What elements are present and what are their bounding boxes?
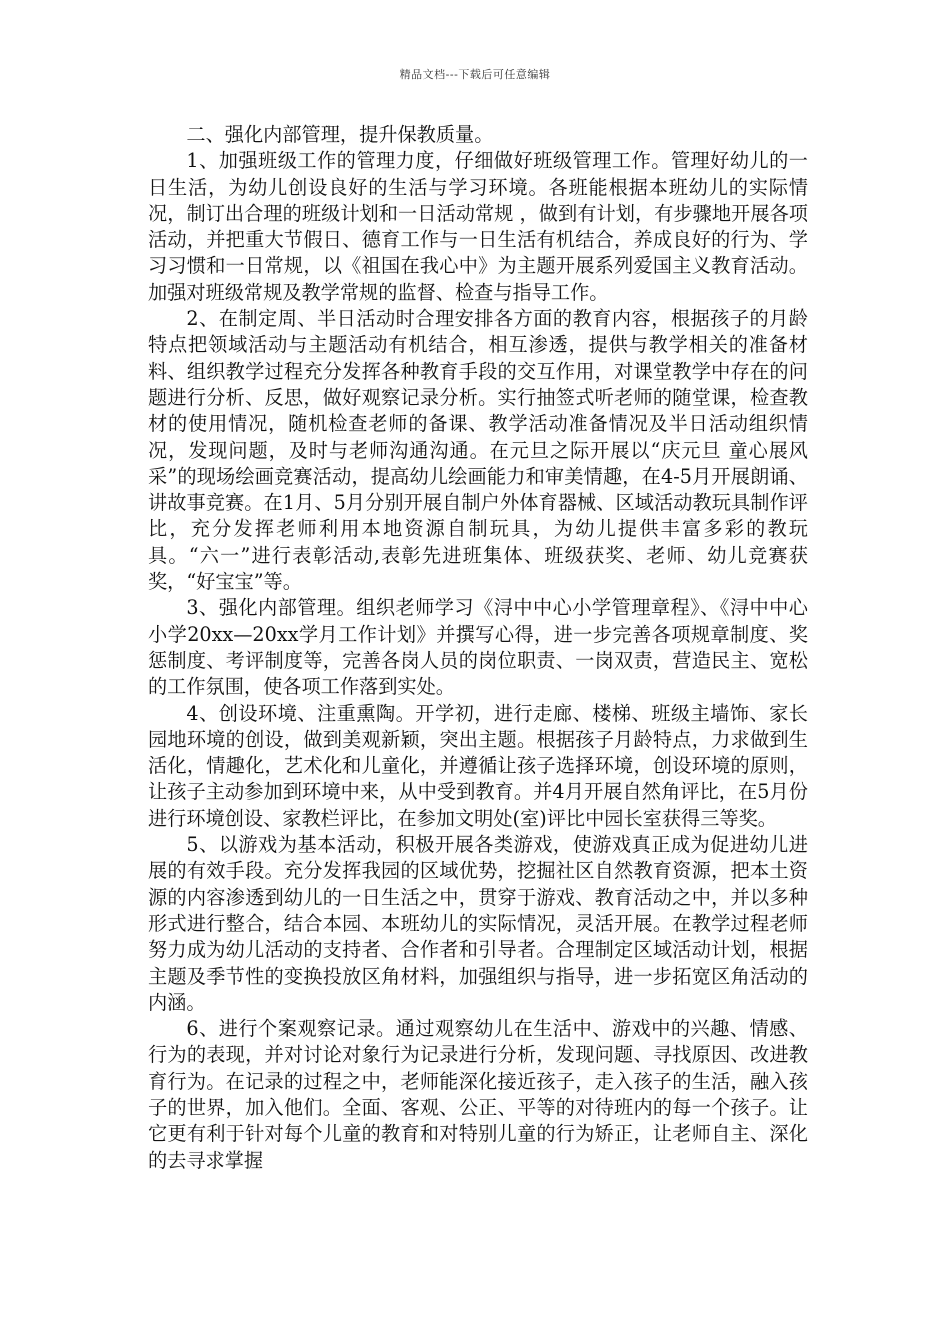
paragraph-1: 1、加强班级工作的管理力度，仔细做好班级管理工作。管理好幼儿的一日生活，为幼儿创设良好的生活与学习环境。各班能根据本班幼儿的实际情况，制订出合理的班级计划和一日活动常规 ，做到有计划，有步骤地开展各项活动，并把重大节假日、德育工作与一日生活有机结合，养成良好的行为、学习习惯和一日常规，以《祖国在我心中》为主题开展系列爱国主义教育活动。加强对班级常规及教学常规的监督、检查与指导工作。 [148, 149, 808, 304]
paragraph-6: 6、进行个案观察记录。通过观察幼儿在生活中、游戏中的兴趣、情感、行为的表现，并对讨论对象行为记录进行分析，发现问题、寻找原因、改进教育行为。在记录的过程之中，老师能深化接近孩子，走入孩子的生活，融入孩子的世界，加入他们。全面、客观、公正、平等的对待班内的每一个孩子。让它更有利于针对每个儿童的教育和对特别儿童的行为矫正，让老师自主、深化的去寻求掌握 [148, 1017, 808, 1172]
document-body [148, 122, 808, 1174]
paragraph-3: 3、强化内部管理。组织老师学习《浔中中心小学管理章程》、《浔中中心小学20xx—20xx学月工作计划》并撰写心得，进一步完善各项规章制度、奖惩制度、考评制度等，完善各岗人员的岗位职责、一岗双责，营造民主、宽松的工作氛围，使各项工作落到实处。 [148, 596, 808, 699]
paragraph-4: 4、创设环境、注重熏陶。开学初，进行走廊、楼梯、班级主墙饰、家长园地环境的创设，做到美观新颖，突出主题。根据孩子月龄特点，力求做到生活化，情趣化，艺术化和儿童化，并遵循让孩子选择环境，创设环境的原则，让孩子主动参加到环境中来，从中受到教育。并4月开展自然角评比，在5月份进行环境创设、家教栏评比，在参加文明处(室)评比中园长室获得三等奖。 [148, 701, 808, 830]
paragraph-5: 5、以游戏为基本活动，积极开展各类游戏，使游戏真正成为促进幼儿进展的有效手段。充分发挥我园的区域优势，挖掘社区自然教育资源，把本土资源的内容渗透到幼儿的一日生活之中，贯穿于游戏、教育活动之中，并以多种形式进行整合，结合本园、本班幼儿的实际情况，灵活开展。在教学过程老师努力成为幼儿活动的支持者、合作者和引导者。合理制定区域活动计划，根据主题及季节性的变换投放区角材料，加强组织与指导，进一步拓宽区角活动的内涵。 [148, 833, 808, 1014]
section-title: 二、强化内部管理，提升保教质量。 [186, 123, 494, 146]
paragraph-2: 2、在制定周、半日活动时合理安排各方面的教育内容，根据孩子的月龄特点把领域活动与主题活动有机结合，相互渗透，提供与教学相关的准备材料、组织教学过程充分发挥各种教育手段的交互作用，对课堂教学中存在的问题进行分析、反思，做好观察记录分析。实行抽签式听老师的随堂课，检查教材的使用情况，随机检查老师的备课、教学活动准备情况及半日活动组织情况，发现问题，及时与老师沟通沟通。在元旦之际开展以“庆元旦 童心展风采”的现场绘画竞赛活动，提高幼儿绘画能力和审美情趣，在4-5月开展朗诵、讲故事竞赛。在1月、5月分别开展自制户外体育器械、区域活动教玩具制作评比，充分发挥老师利用本地资源自制玩具，为幼儿提供丰富多彩的教玩具。“六一”进行表彰活动,表彰先进班集体、班级获奖、老师、幼儿竞赛获奖，“好宝宝”等。 [148, 307, 808, 594]
page-header: 精品文档---下载后可任意编辑 [399, 68, 551, 81]
